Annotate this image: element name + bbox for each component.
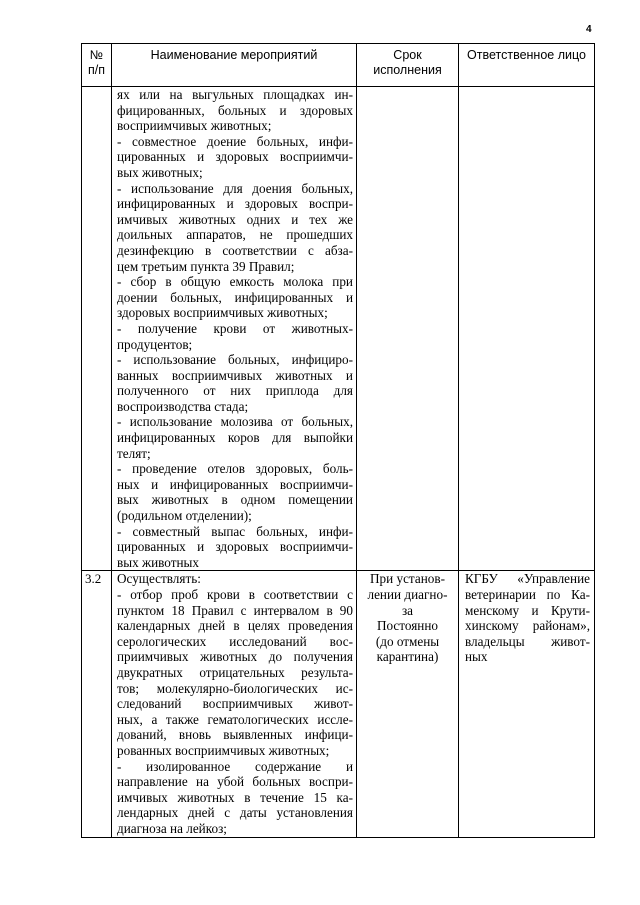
text-line: КГБУ «Управление (465, 571, 590, 587)
text-line: рованных восприимчивых животных; (117, 742, 330, 758)
text-line: ях или на выгульных площадках ин- (117, 87, 353, 102)
text-line: следований восприимчивых живот- (117, 696, 353, 712)
table-row-3-2 (82, 571, 595, 837)
text-line: - изолированное содержание и (117, 758, 353, 774)
cell-deadline-empty (357, 87, 459, 571)
text-line: - проведение отелов здоровых, боль- (117, 461, 353, 477)
text-line: - отбор проб крови в соответствии с (117, 587, 353, 602)
text-line: цированных и здоровых восприимчи- (117, 539, 353, 555)
text-line: вых животных (117, 554, 199, 570)
text-line: доении больных, инфицированных и (117, 289, 353, 305)
page-number: 4 (586, 24, 592, 35)
text-line: цем третьим пункта 39 Правил; (117, 258, 295, 274)
text-line: (до отмены (375, 633, 440, 649)
text-line: имчивых животных одних и тех же (117, 211, 353, 227)
cell-deadline (357, 571, 459, 837)
text-line: полученного от них приплода для (117, 383, 353, 399)
text-line: доильных аппаратов, не прошедших (117, 227, 353, 243)
text-line: календарных дней в целях проведения (117, 618, 353, 634)
cell-description (112, 571, 357, 837)
text-line: лении диагно- (367, 587, 448, 602)
cell-num: 3.2 (82, 571, 112, 837)
text-line: - использование молозива от больных, (117, 414, 353, 430)
text-line: направление на убой больных воспри- (117, 774, 353, 790)
text-line: ных (465, 649, 488, 665)
text-line: - сбор в общую емкость молока при (117, 274, 353, 290)
text-line: инфицированных и здоровых воспри- (117, 196, 353, 212)
text-line: продуцентов; (117, 336, 193, 352)
header-num: № п/п (82, 44, 112, 87)
text-line: хинскому районам», (465, 618, 590, 634)
text-line: менскому и Крути- (465, 602, 590, 618)
text-line: При установ- (370, 571, 445, 587)
text-line: - совместный выпас больных, инфи- (117, 523, 353, 539)
text-line: телят; (117, 445, 151, 461)
header-responsible: Ответственное лицо (459, 44, 595, 87)
text-line: фицированных, больных и здоровых (117, 102, 353, 118)
text-line: диагноза на лейкоз; (117, 820, 227, 836)
text-line: приимчивых животных до получения (117, 649, 353, 665)
text-line: серологических исследований вос- (117, 633, 353, 649)
text-line: лендарных дней с даты установления (117, 805, 353, 821)
text-line: ных и инфицированных восприимчи- (117, 476, 353, 492)
text-line: - совместное доение больных, инфи- (117, 133, 353, 149)
header-deadline: Срок исполнения (357, 44, 459, 87)
text-line: воспроизводства стада; (117, 398, 249, 414)
text-line: вых животных в одном помещении (117, 492, 353, 508)
table-header-row (82, 44, 595, 87)
text-line: имчивых животных в течение 15 ка- (117, 789, 353, 805)
text-line: двукратных отрицательных результа- (117, 664, 353, 680)
text-line: (родильном отделении); (117, 508, 252, 524)
cell-responsible-empty (459, 87, 595, 571)
text-line: за (401, 602, 414, 618)
text-line: - использование для доения больных, (117, 180, 353, 196)
text-line: Постоянно (376, 618, 438, 634)
text-line: цированных и здоровых восприимчи- (117, 149, 353, 165)
cell-num-empty (82, 87, 112, 571)
cell-responsible (459, 571, 595, 837)
measures-table (81, 43, 595, 838)
text-line: ванных восприимчивых животных и (117, 367, 353, 383)
text-line: - использование больных, инфициро- (117, 352, 353, 368)
text-line: ных, а также гематологических иссле- (117, 711, 353, 727)
text-line: дований, вновь выявленных инфици- (117, 727, 353, 743)
header-name: Наименование мероприятий (112, 44, 357, 87)
text-line: пунктом 18 Правил с интервалом в 90 (117, 602, 353, 618)
text-line: здоровых восприимчивых животных; (117, 305, 328, 321)
text-line: Осуществлять: (117, 571, 201, 587)
text-line: вых животных; (117, 164, 203, 180)
text-line: владельцы живот- (465, 633, 590, 649)
text-line: ветеринарии по Ка- (465, 587, 590, 602)
text-line: инфицированных коров для выпойки (117, 430, 353, 446)
text-line: дезинфекцию в соответствии с абза- (117, 242, 353, 258)
cell-description (112, 87, 357, 571)
text-line: восприимчивых животных; (117, 118, 272, 134)
text-line: карантина) (376, 649, 439, 665)
text-line: - получение крови от животных- (117, 320, 353, 336)
table-row-continued (82, 87, 595, 571)
text-line: тов; молекулярно-биологических ис- (117, 680, 353, 696)
